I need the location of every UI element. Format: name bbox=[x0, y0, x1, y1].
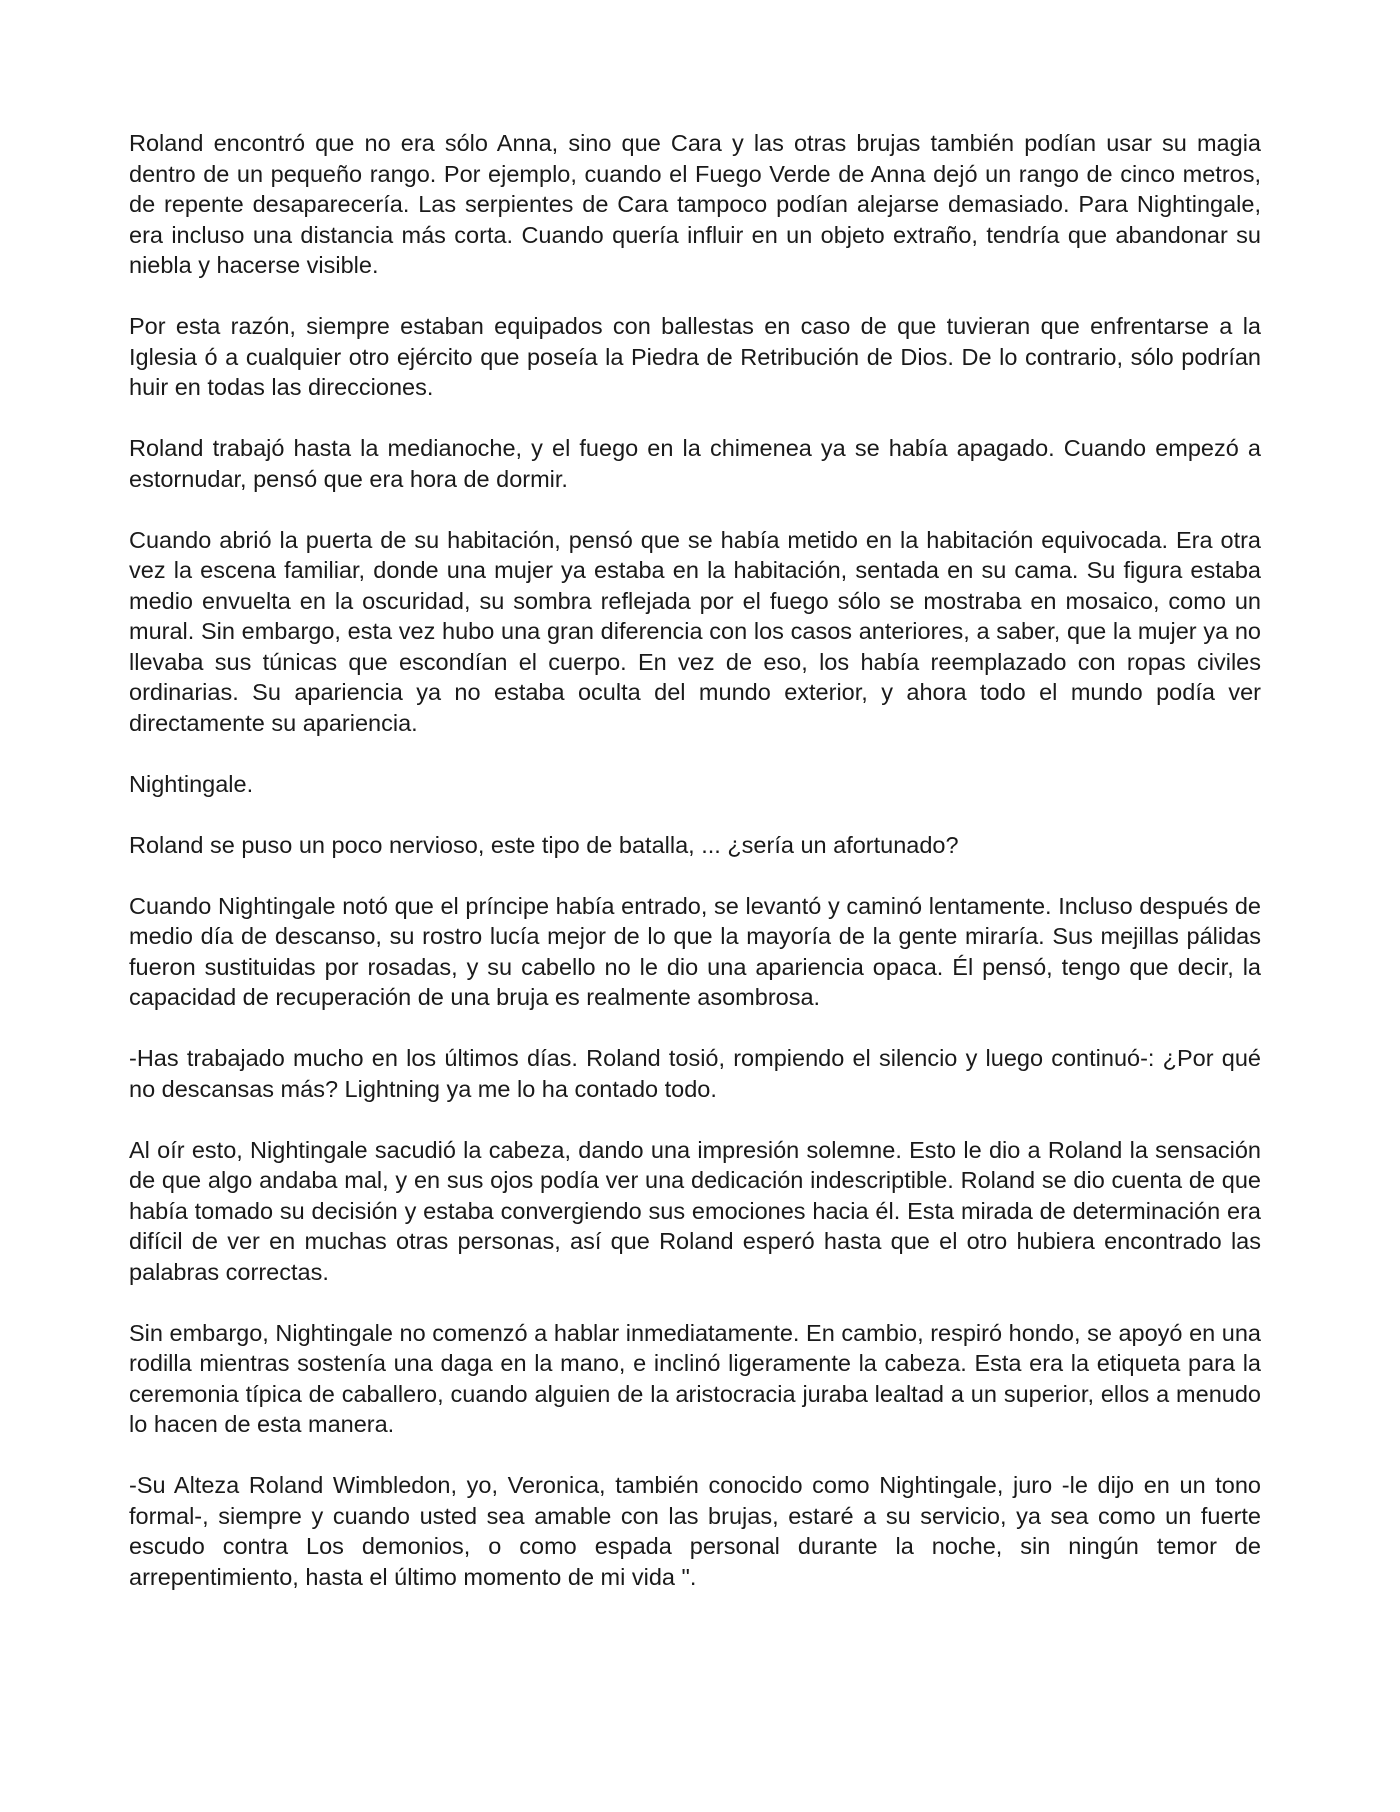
paragraph-7: Cuando Nightingale notó que el príncipe había entrado, se levantó y caminó lentamente. Incluso después de medio día de descanso, su rostro lucía mejor de lo que la mayoría de la gente miraría. Sus mejillas pálidas fueron sustituidas por rosadas, y su cabello no le dio una apariencia opaca. Él pensó, tengo que decir, la capacidad de recuperación de una bruja es realmente asombrosa. bbox=[129, 892, 1261, 1010]
paragraph-1: Roland encontró que no era sólo Anna, sino que Cara y las otras brujas también podían usar su magia dentro de un pequeño rango. Por ejemplo, cuando el Fuego Verde de Anna dejó un rango de cinco metros, de repente desaparecería. Las serpientes de Cara tampoco podían alejarse demasiado. Para Nightingale, era incluso una distancia más corta. Cuando quería influir en un objeto extraño, tendría que abandonar su niebla y hacerse visible. bbox=[129, 130, 1261, 278]
paragraph-8: -Has trabajado mucho en los últimos días. Roland tosió, rompiendo el silencio y luego continuó-: ¿Por qué no descansas más? Lightning ya me lo ha contado todo. bbox=[129, 1045, 1261, 1102]
paragraph-11: -Su Alteza Roland Wimbledon, yo, Veronica, también conocido como Nightingale, juro -le dijo en un tono formal-, siempre y cuando usted sea amable con las brujas, estaré a su servicio, ya sea como un fuerte escudo contra Los demonios, o como espada personal durante la noche, sin ningún temor de arrepentimiento, hasta el último momento de mi vida ". bbox=[129, 1472, 1261, 1590]
paragraph-4: Cuando abrió la puerta de su habitación, pensó que se había metido en la habitación equivocada. Era otra vez la escena familiar, donde una mujer ya estaba en la habitación, sentada en su cama. Su figura estaba medio envuelta en la oscuridad, su sombra reflejada por el fuego sólo se mostraba en mosaico, como un mural. Sin embargo, esta vez hubo una gran diferencia con los casos anteriores, a saber, que la mujer ya no llevaba sus túnicas que escondían el cuerpo. En vez de eso, los había reemplazado con ropas civiles ordinarias. Su apariencia ya no estaba oculta del mundo exterior, y ahora todo el mundo podía ver directamente su apariencia. bbox=[129, 526, 1261, 736]
paragraph-10: Sin embargo, Nightingale no comenzó a hablar inmediatamente. En cambio, respiró hondo, se apoyó en una rodilla mientras sostenía una daga en la mano, e inclinó ligeramente la cabeza. Esta era la etiqueta para la ceremonia típica de caballero, cuando alguien de la aristocracia juraba lealtad a un superior, ellos a menudo lo hacen de esta manera. bbox=[129, 1319, 1261, 1437]
document-body bbox=[129, 128, 1261, 1592]
paragraph-9: Al oír esto, Nightingale sacudió la cabeza, dando una impresión solemne. Esto le dio a Roland la sensación de que algo andaba mal, y en sus ojos podía ver una dedicación indescriptible. Roland se dio cuenta de que había tomado su decisión y estaba convergiendo sus emociones hacia él. Esta mirada de determinación era difícil de ver en muchas otras personas, así que Roland esperó hasta que el otro hubiera encontrado las palabras correctas. bbox=[129, 1136, 1261, 1285]
paragraph-2: Por esta razón, siempre estaban equipados con ballestas en caso de que tuvieran que enfrentarse a la Iglesia ó a cualquier otro ejército que poseía la Piedra de Retribución de Dios. De lo contrario, sólo podrían huir en todas las direcciones. bbox=[129, 313, 1261, 400]
paragraph-5: Nightingale. bbox=[129, 770, 254, 797]
paragraph-3: Roland trabajó hasta la medianoche, y el fuego en la chimenea ya se había apagado. Cuando empezó a estornudar, pensó que era hora de dormir. bbox=[129, 435, 1261, 492]
paragraph-6: Roland se puso un poco nervioso, este tipo de batalla, ... ¿sería un afortunado? bbox=[129, 831, 959, 858]
